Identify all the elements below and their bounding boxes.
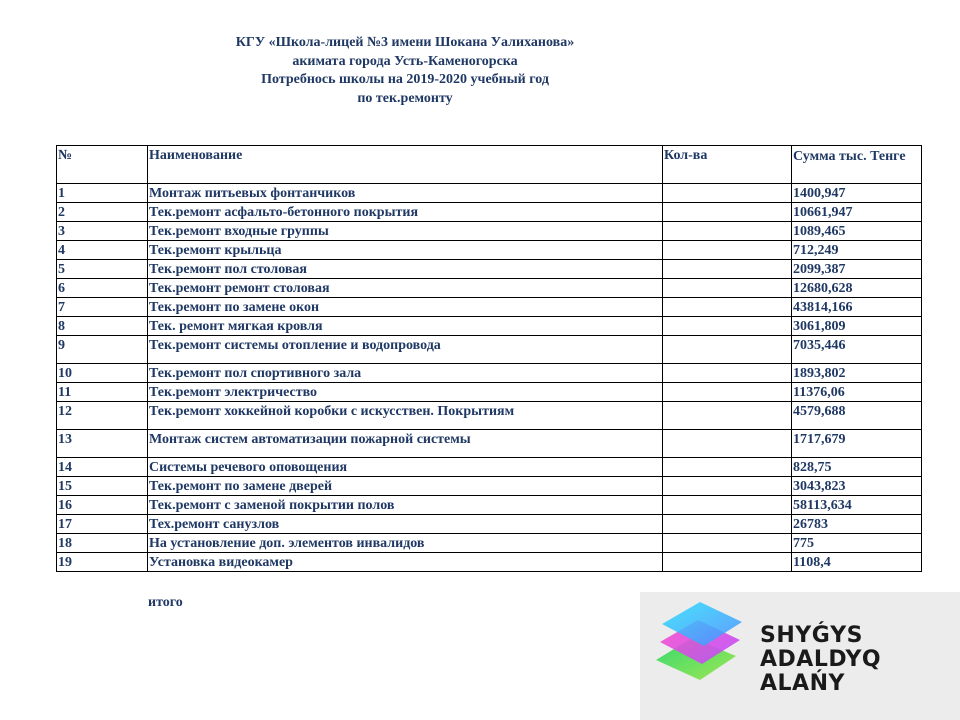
row-sum: 43814,166 (792, 298, 922, 317)
total-label: итого (148, 595, 183, 610)
heading-school-name: КГУ «Школа-лицей №3 имени Шокана Уалиханова» (235, 35, 575, 50)
row-name: Тек.ремонт пол столовая (148, 260, 663, 279)
row-quantity (663, 383, 792, 402)
row-name: Установка видеокамер (148, 553, 663, 572)
table-row (57, 203, 922, 222)
row-sum: 12680,628 (792, 279, 922, 298)
row-sum: 10661,947 (792, 203, 922, 222)
table-row (57, 184, 922, 203)
row-sum: 26783 (792, 515, 922, 534)
row-number: 5 (57, 260, 148, 279)
row-number: 15 (57, 477, 148, 496)
table-row (57, 458, 922, 477)
row-name: Тек.ремонт по замене дверей (148, 477, 663, 496)
row-number: 13 (57, 430, 148, 458)
column-header-quantity: Кол-ва (663, 146, 792, 184)
row-quantity (663, 298, 792, 317)
row-quantity (663, 477, 792, 496)
table-row (57, 515, 922, 534)
row-name: Тек.ремонт электричество (148, 383, 663, 402)
column-header-sum: Сумма тыс. Тенге (792, 146, 922, 184)
row-number: 7 (57, 298, 148, 317)
row-quantity (663, 317, 792, 336)
row-name: Системы речевого оповощения (148, 458, 663, 477)
row-sum: 58113,634 (792, 496, 922, 515)
row-number: 8 (57, 317, 148, 336)
document-heading (0, 34, 810, 108)
row-sum: 3043,823 (792, 477, 922, 496)
row-sum: 4579,688 (792, 402, 922, 430)
row-number: 4 (57, 241, 148, 260)
row-number: 14 (57, 458, 148, 477)
row-sum: 775 (792, 534, 922, 553)
row-number: 2 (57, 203, 148, 222)
column-header-name: Наименование (148, 146, 663, 184)
row-quantity (663, 458, 792, 477)
heading-needs-year: Потребнось школы на 2019-2020 учебный год (261, 72, 549, 87)
row-name: Тек.ремонт пол спортивного зала (148, 364, 663, 383)
layered-diamonds-logo-icon (648, 598, 752, 698)
table-row (57, 383, 922, 402)
row-quantity (663, 184, 792, 203)
row-quantity (663, 241, 792, 260)
row-quantity (663, 364, 792, 383)
row-sum: 712,249 (792, 241, 922, 260)
row-sum: 1089,465 (792, 222, 922, 241)
table-row (57, 430, 922, 458)
row-number: 19 (57, 553, 148, 572)
row-number: 17 (57, 515, 148, 534)
table-row (57, 477, 922, 496)
table-row (57, 317, 922, 336)
row-number: 11 (57, 383, 148, 402)
column-header-number: № (57, 146, 148, 184)
row-quantity (663, 496, 792, 515)
row-number: 9 (57, 336, 148, 364)
row-quantity (663, 534, 792, 553)
row-sum: 1717,679 (792, 430, 922, 458)
row-number: 18 (57, 534, 148, 553)
row-sum: 1400,947 (792, 184, 922, 203)
row-name: Тек.ремонт по замене окон (148, 298, 663, 317)
row-quantity (663, 203, 792, 222)
row-name: Монтаж питьевых фонтанчиков (148, 184, 663, 203)
row-number: 12 (57, 402, 148, 430)
row-quantity (663, 402, 792, 430)
table-row (57, 534, 922, 553)
heading-city: акимата города Усть-Каменогорска (292, 53, 518, 69)
row-quantity (663, 279, 792, 298)
repair-needs-table (56, 145, 922, 572)
row-name: Тек.ремонт входные группы (148, 222, 663, 241)
row-name: Тек.ремонт системы отопление и водопровода (148, 336, 663, 364)
table-header-row (57, 146, 922, 184)
row-quantity (663, 336, 792, 364)
table-row (57, 298, 922, 317)
row-sum: 1893,802 (792, 364, 922, 383)
row-name: Тек.ремонт с заменой покрытии полов (148, 496, 663, 515)
row-name: Тех.ремонт санузлов (148, 515, 663, 534)
row-name: На установление доп. элементов инвалидов (148, 534, 663, 553)
row-sum: 2099,387 (792, 260, 922, 279)
row-name: Тек.ремонт асфальто-бетонного покрытия (148, 203, 663, 222)
row-name: Тек.ремонт ремонт столовая (148, 279, 663, 298)
row-quantity (663, 222, 792, 241)
logo-line-1: SHYǴYS (760, 623, 864, 648)
row-quantity (663, 430, 792, 458)
row-name: Тек. ремонт мягкая кровля (148, 317, 663, 336)
row-name: Тек.ремонт крыльца (148, 241, 663, 260)
table-row (57, 553, 922, 572)
table-row (57, 496, 922, 515)
table-row (57, 364, 922, 383)
row-number: 6 (57, 279, 148, 298)
logo-panel (640, 592, 960, 720)
heading-repair-type: по тек.ремонту (357, 90, 453, 106)
row-quantity (663, 515, 792, 534)
row-number: 3 (57, 222, 148, 241)
logo-line-2: ADALDYQ ALAŃY (760, 647, 882, 696)
row-number: 10 (57, 364, 148, 383)
table-row (57, 241, 922, 260)
row-quantity (663, 553, 792, 572)
table-row (57, 260, 922, 279)
row-sum: 828,75 (792, 458, 922, 477)
table-row (57, 222, 922, 241)
row-name: Тек.ремонт хоккейной коробки с искусствен. Покрытиям (148, 402, 663, 430)
table-row (57, 402, 922, 430)
row-quantity (663, 260, 792, 279)
row-name: Монтаж систем автоматизации пожарной системы (148, 430, 663, 458)
row-number: 16 (57, 496, 148, 515)
row-number: 1 (57, 184, 148, 203)
row-sum: 1108,4 (792, 553, 922, 572)
row-sum: 7035,446 (792, 336, 922, 364)
row-sum: 11376,06 (792, 383, 922, 402)
table-row (57, 279, 922, 298)
logo-wordmark (760, 624, 960, 696)
table-row (57, 336, 922, 364)
row-sum: 3061,809 (792, 317, 922, 336)
